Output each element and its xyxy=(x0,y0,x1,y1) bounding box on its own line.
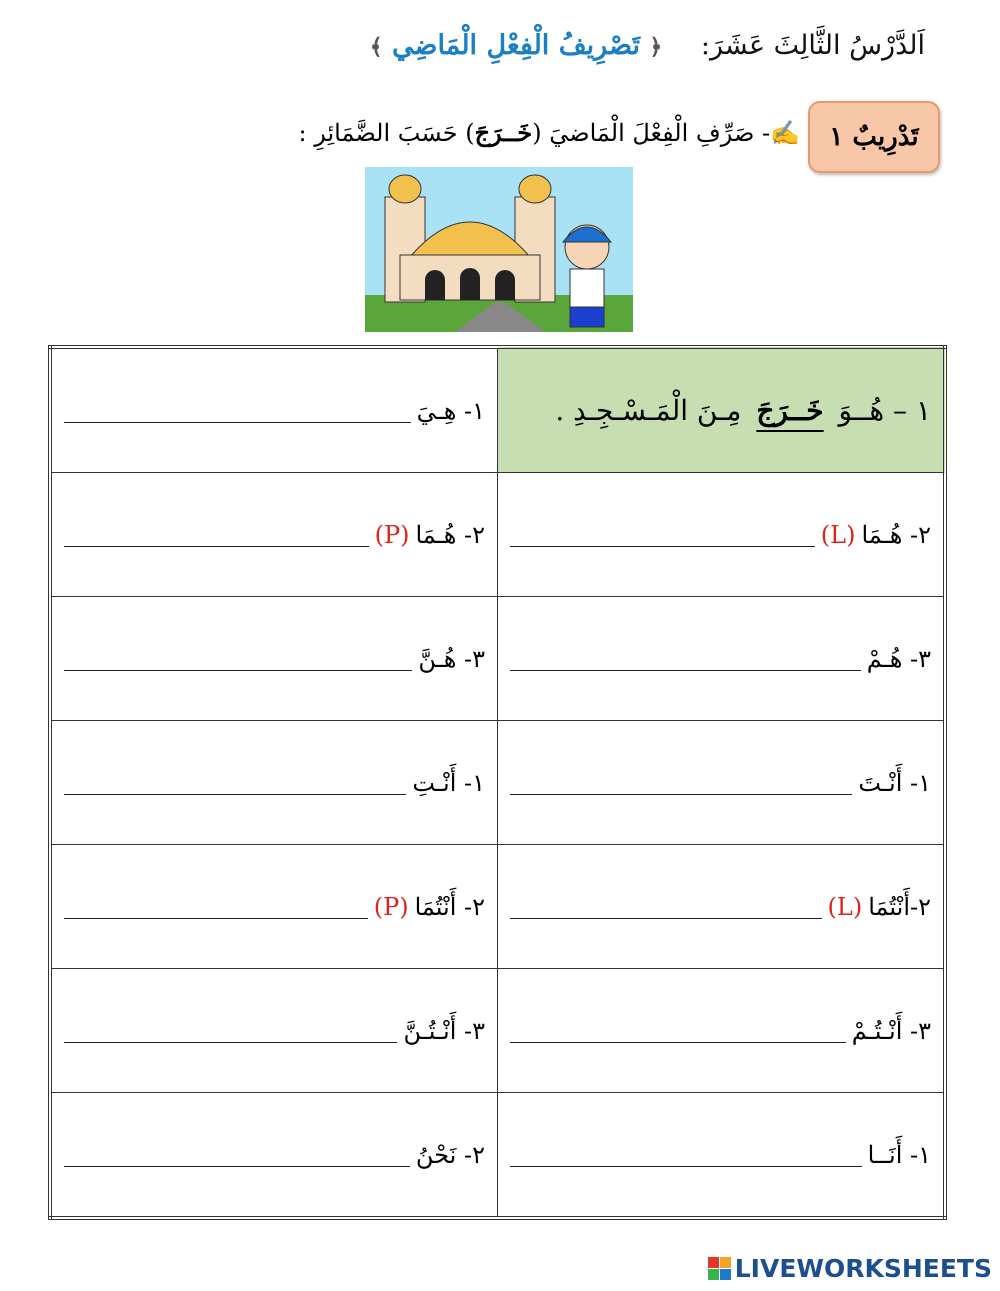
answer-input[interactable] xyxy=(510,770,852,795)
exercise-badge: تَدْرِيبٌ ١ xyxy=(808,101,940,173)
mosque-illustration xyxy=(365,167,633,332)
answer-input[interactable] xyxy=(64,770,406,795)
left-cell xyxy=(50,347,498,473)
pronoun-label: ١- هِـيَ xyxy=(416,396,485,425)
answer-input[interactable] xyxy=(64,1142,410,1167)
instruction-suffix: ) حَسَبَ الضَّمَائِرِ : xyxy=(298,119,475,147)
lesson-name-text: تَصْرِيفُ الْفِعْلِ الْمَاضِي xyxy=(392,30,640,61)
right-cell xyxy=(498,721,946,845)
conjugation-table xyxy=(48,345,947,1220)
pronoun-label: ١- أَنْـتِ xyxy=(412,768,485,797)
right-cell xyxy=(498,597,946,721)
answer-input[interactable] xyxy=(64,398,411,423)
table-row xyxy=(50,969,945,1093)
right-cell xyxy=(498,1093,946,1219)
pronoun-label: ٢- هُـمَا xyxy=(861,520,931,549)
left-cell xyxy=(50,845,498,969)
answer-cell xyxy=(510,1017,931,1045)
answer-input[interactable] xyxy=(510,522,815,547)
left-cell xyxy=(50,473,498,597)
pronoun-label: ١- أَنْـتَ xyxy=(858,768,931,797)
lesson-label: اَلدَّرْسُ الثَّالِثَ عَشَرَ: xyxy=(700,30,925,61)
pronoun-label: ٣- هُـنَّ xyxy=(418,644,485,673)
pronoun-label: ٣- أَنْـتُـمْ xyxy=(851,1016,931,1045)
answer-input[interactable] xyxy=(64,894,368,919)
answer-input[interactable] xyxy=(510,646,861,671)
pronoun-label: ٣- هُـمْ xyxy=(866,644,931,673)
answer-input[interactable] xyxy=(64,1018,397,1043)
example-pronoun: هُــوَ xyxy=(838,394,885,427)
gender-tag: (P) xyxy=(374,520,410,549)
left-cell xyxy=(50,1093,498,1219)
table-row xyxy=(50,1093,945,1219)
pronoun-label: ٢- نَحْنُ xyxy=(415,1140,485,1169)
right-cell xyxy=(498,473,946,597)
pronoun-label: ٢- أَنْتُمَا xyxy=(414,892,485,921)
answer-input[interactable] xyxy=(510,894,822,919)
pronoun-label: ١- أَنَــا xyxy=(867,1140,931,1169)
table-row xyxy=(50,721,945,845)
gender-tag: (P) xyxy=(373,892,409,921)
answer-input[interactable] xyxy=(64,646,412,671)
logo-text: LIVEWORKSHEETS xyxy=(734,1254,992,1283)
example-rest: مِـنَ الْمَـسْـجِـدِ . xyxy=(555,394,742,427)
table-row xyxy=(50,845,945,969)
right-cell xyxy=(498,969,946,1093)
ornament-left: ﴾ xyxy=(369,34,383,60)
instruction-verb: خَــرَجَ xyxy=(474,118,533,147)
example-number: ١ – xyxy=(893,394,931,427)
example-cell xyxy=(498,347,946,473)
table-row xyxy=(50,473,945,597)
answer-input[interactable] xyxy=(64,522,369,547)
answer-cell xyxy=(510,1141,931,1169)
answer-cell xyxy=(64,645,485,673)
ornament-right: ﴿ xyxy=(649,34,663,60)
answer-cell xyxy=(510,645,931,673)
lesson-name xyxy=(370,30,663,61)
answer-input[interactable] xyxy=(510,1142,862,1167)
exercise-instruction xyxy=(299,118,801,147)
left-cell xyxy=(50,721,498,845)
instruction-prefix: ✍- صَرِّفِ الْفِعْلَ الْمَاضيَ ( xyxy=(532,119,800,147)
lesson-title xyxy=(370,30,925,61)
answer-cell xyxy=(64,1017,485,1045)
logo-squares-icon xyxy=(708,1257,731,1280)
answer-cell xyxy=(64,521,485,549)
answer-cell xyxy=(510,893,931,921)
table-row xyxy=(50,347,945,473)
liveworksheets-logo xyxy=(708,1254,992,1283)
answer-cell xyxy=(64,893,485,921)
pronoun-label: ٣- أَنْـتُـنَّ xyxy=(403,1016,485,1045)
pronoun-label: ٢-أَنْتُمَا xyxy=(868,892,931,921)
gender-tag: (L) xyxy=(820,520,856,549)
answer-cell xyxy=(64,769,485,797)
right-cell xyxy=(498,845,946,969)
answer-cell xyxy=(510,521,931,549)
left-cell xyxy=(50,597,498,721)
answer-cell xyxy=(64,397,485,425)
pronoun-label: ٢- هُـمَا xyxy=(415,520,485,549)
table-row xyxy=(50,597,945,721)
answer-cell xyxy=(510,769,931,797)
left-cell xyxy=(50,969,498,1093)
example-verb: خَــرَجَ xyxy=(756,394,824,427)
answer-input[interactable] xyxy=(510,1018,846,1043)
answer-cell xyxy=(64,1141,485,1169)
gender-tag: (L) xyxy=(827,892,863,921)
